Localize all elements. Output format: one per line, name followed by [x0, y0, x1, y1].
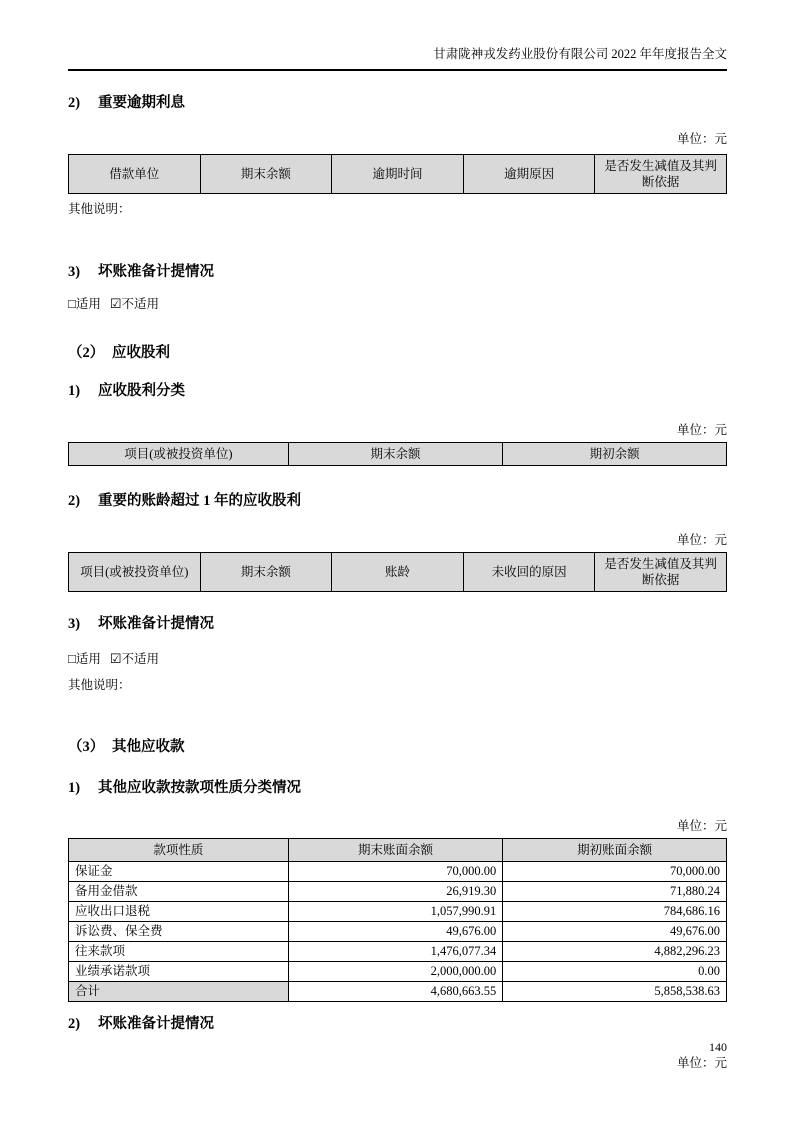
column-header: 期末余额	[200, 155, 332, 194]
page-number: 140	[709, 1040, 727, 1054]
column-header: 期初余额	[503, 443, 727, 466]
unit-label: 单位：元	[676, 819, 727, 833]
section-title: 其他应收款	[112, 739, 185, 755]
unit-label: 单位：元	[676, 1056, 727, 1070]
table-header-row	[69, 155, 727, 194]
ending-balance-cell: 1,057,990.91	[288, 902, 503, 922]
item-name-cell: 备用金借款	[69, 882, 289, 902]
applicable-label: 适用	[75, 297, 101, 311]
total-beginning-balance-cell: 5,858,538.63	[503, 982, 727, 1002]
section-number: 3)	[68, 264, 81, 280]
dividends-classification-table	[68, 442, 727, 466]
applicable-label: 适用	[75, 652, 101, 666]
section-heading-overdue-interest	[68, 95, 727, 111]
ending-balance-cell: 2,000,000.00	[288, 962, 503, 982]
section-title: 坏账准备计提情况	[98, 616, 214, 632]
section-title: 应收股利	[112, 345, 170, 361]
column-header: 逾期时间	[332, 155, 464, 194]
checkbox-checked-icon: ☑	[109, 651, 122, 666]
table-header-row	[69, 839, 727, 862]
unit-label: 单位：元	[676, 132, 727, 146]
section-heading-other-receivables-by-nature	[68, 780, 727, 796]
beginning-balance-cell: 4,882,296.23	[503, 942, 727, 962]
column-header: 项目(或被投资单位)	[69, 443, 289, 466]
column-header: 期末余额	[200, 553, 332, 592]
section-number: （3）	[68, 739, 105, 755]
section-heading-dividends-over-1yr	[68, 493, 727, 509]
item-name-cell: 业绩承诺款项	[69, 962, 289, 982]
item-name-cell: 诉讼费、保全费	[69, 922, 289, 942]
beginning-balance-cell: 70,000.00	[503, 862, 727, 882]
overdue-interest-table	[68, 154, 727, 194]
table-row	[69, 962, 727, 982]
column-header: 款项性质	[69, 839, 289, 862]
section-heading-other-receivables	[68, 739, 727, 755]
column-header: 账龄	[332, 553, 464, 592]
column-header: 期末账面余额	[288, 839, 503, 862]
section-title: 其他应收款按款项性质分类情况	[98, 780, 301, 796]
section-heading-dividends-receivable	[68, 345, 727, 361]
beginning-balance-cell: 71,880.24	[503, 882, 727, 902]
section-number: （2）	[68, 345, 105, 361]
beginning-balance-cell: 784,686.16	[503, 902, 727, 922]
table-row	[69, 882, 727, 902]
column-header: 逾期原因	[463, 155, 595, 194]
section-heading-bad-debt-2	[68, 616, 727, 632]
applicability-checkboxes	[68, 651, 727, 667]
column-header: 是否发生减值及其判断依据	[595, 155, 727, 194]
total-label-cell: 合计	[69, 982, 289, 1002]
table-header-row	[69, 553, 727, 592]
column-header: 未收回的原因	[463, 553, 595, 592]
section-title: 坏账准备计提情况	[98, 1016, 214, 1032]
column-header: 借款单位	[69, 155, 201, 194]
unit-label: 单位：元	[676, 423, 727, 437]
section-number: 3)	[68, 616, 81, 632]
section-heading-dividends-classification	[68, 383, 727, 399]
not-applicable-label: 不适用	[121, 652, 160, 666]
dividends-aging-table	[68, 552, 727, 592]
table-row	[69, 922, 727, 942]
checkbox-checked-icon: ☑	[109, 296, 122, 311]
item-name-cell: 往来款项	[69, 942, 289, 962]
column-header: 是否发生减值及其判断依据	[595, 553, 727, 592]
ending-balance-cell: 26,919.30	[288, 882, 503, 902]
table-row	[69, 942, 727, 962]
ending-balance-cell: 49,676.00	[288, 922, 503, 942]
unit-label: 单位：元	[676, 533, 727, 547]
section-number: 1)	[68, 383, 81, 399]
report-header-title: 甘肃陇神戎发药业股份有限公司 2022 年年度报告全文	[68, 46, 727, 71]
ending-balance-cell: 70,000.00	[288, 862, 503, 882]
not-applicable-label: 不适用	[121, 297, 160, 311]
applicability-checkboxes	[68, 296, 727, 312]
section-heading-bad-debt-1	[68, 264, 727, 280]
column-header: 期末余额	[288, 443, 503, 466]
section-number: 1)	[68, 780, 81, 796]
table-row	[69, 862, 727, 882]
other-notes-label: 其他说明：	[68, 202, 131, 216]
section-heading-bad-debt-3	[68, 1016, 727, 1032]
table-total-row	[69, 982, 727, 1002]
section-title: 重要的账龄超过 1 年的应收股利	[98, 493, 301, 509]
table-row	[69, 902, 727, 922]
other-receivables-nature-table	[68, 838, 727, 1002]
beginning-balance-cell: 49,676.00	[503, 922, 727, 942]
section-title: 坏账准备计提情况	[98, 264, 214, 280]
item-name-cell: 保证金	[69, 862, 289, 882]
section-number: 2)	[68, 1016, 81, 1032]
ending-balance-cell: 1,476,077.34	[288, 942, 503, 962]
checkbox-unchecked-icon: □	[68, 651, 76, 666]
other-notes-label: 其他说明：	[68, 678, 131, 692]
section-title: 重要逾期利息	[98, 95, 185, 111]
checkbox-unchecked-icon: □	[68, 296, 76, 311]
total-ending-balance-cell: 4,680,663.55	[288, 982, 503, 1002]
column-header: 项目(或被投资单位)	[69, 553, 201, 592]
section-title: 应收股利分类	[98, 383, 185, 399]
section-number: 2)	[68, 493, 81, 509]
beginning-balance-cell: 0.00	[503, 962, 727, 982]
table-header-row	[69, 443, 727, 466]
column-header: 期初账面余额	[503, 839, 727, 862]
item-name-cell: 应收出口退税	[69, 902, 289, 922]
section-number: 2)	[68, 95, 81, 111]
